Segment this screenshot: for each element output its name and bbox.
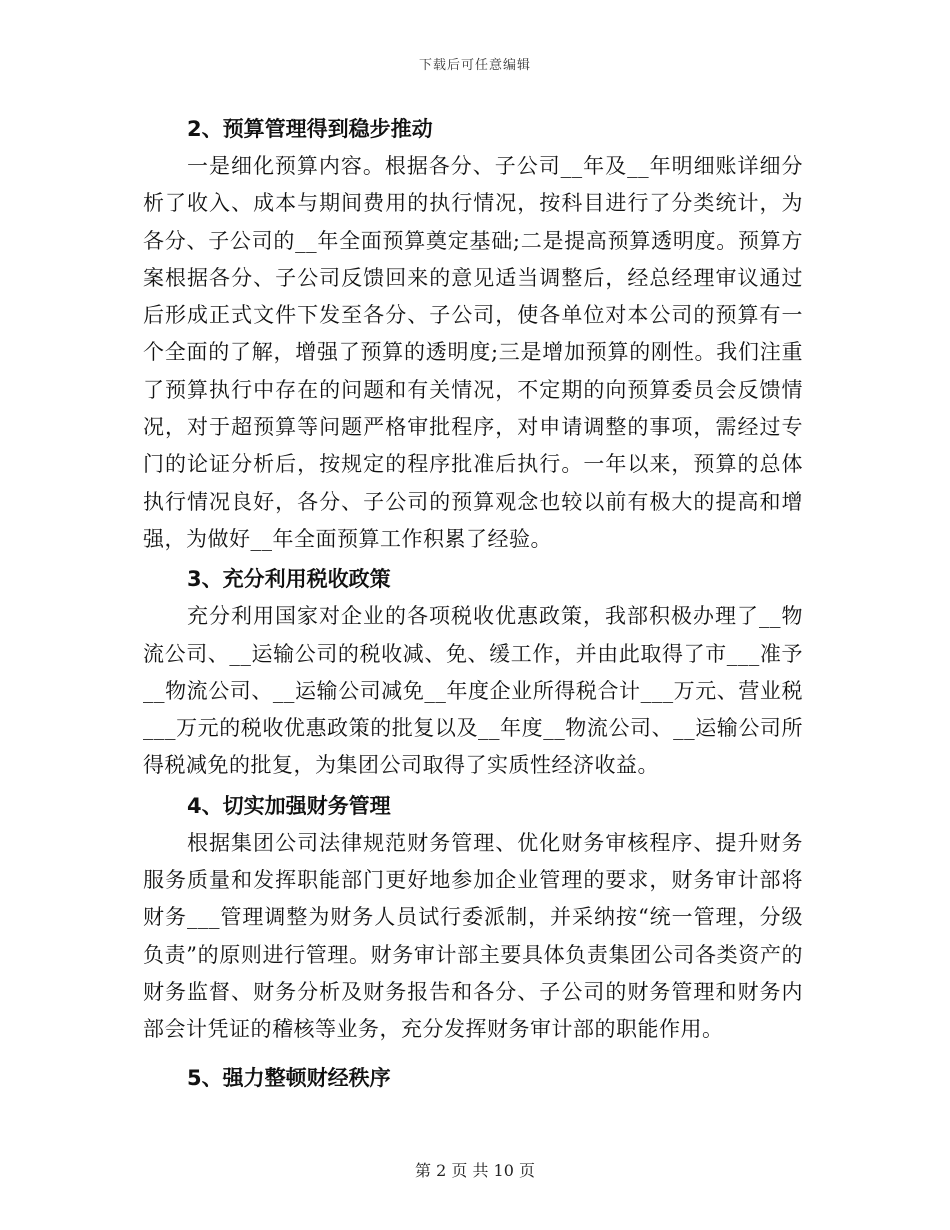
section-paragraph-finance: 根据集团公司法律规范财务管理、优化财务审核程序、提升财务服务质量和发挥职能部门更好地参加企业管理的要求，财务审计部将财务___管理调整为财务人员试行委派制，并采纳按“统一管理，分级负责”的原则进行管理。财务审计部主要具体负责集团公司各类资产的财务监督、财务分析及财务报告和各分、子公司的财务管理和财务内部会计凭证的稽核等业务，充分发挥财务审计部的职能作用。 [143,830,803,1042]
section-heading-order: 5、强力整顿财经秩序 [187,1065,391,1090]
section-heading-finance: 4、切实加强财务管理 [187,793,391,818]
document-body [143,108,803,1097]
page-number: 第 2 页 共 10 页 [415,1161,535,1180]
header-note: 下载后可任意编辑 [418,58,531,73]
section-paragraph-tax: 充分利用国家对企业的各项税收优惠政策，我部积极办理了__物流公司、__运输公司的税收减、免、缓工作，并由此取得了市___准予__物流公司、__运输公司减免__年度企业所得税合计___万元、营业税___万元的税收优惠政策的批复以及__年度__物流公司、__运输公司所得税减免的批复，为集团公司取得了实质性经济收益。 [143,604,803,778]
section-paragraph-budget: 一是细化预算内容。根据各分、子公司__年及__年明细账详细分析了收入、成本与期间费用的执行情况，按科目进行了分类统计，为各分、子公司的__年全面预算奠定基础;二是提高预算透明度。预算方案根据各分、子公司反馈回来的意见适当调整后，经总经理审议通过后形成正式文件下发至各分、子公司，使各单位对本公司的预算有一个全面的了解，增强了预算的透明度;三是增加预算的刚性。我们注重了预算执行中存在的问题和有关情况，不定期的向预算委员会反馈情况，对于超预算等问题严格审批程序，对申请调整的事项，需经过专门的论证分析后，按规定的程序批准后执行。一年以来，预算的总体执行情况良好，各分、子公司的预算观念也较以前有极大的提高和增强，为做好__年全面预算工作积累了经验。 [143,154,803,551]
section-heading-budget: 2、预算管理得到稳步推动 [187,117,433,141]
section-heading-tax: 3、充分利用税收政策 [187,567,391,592]
